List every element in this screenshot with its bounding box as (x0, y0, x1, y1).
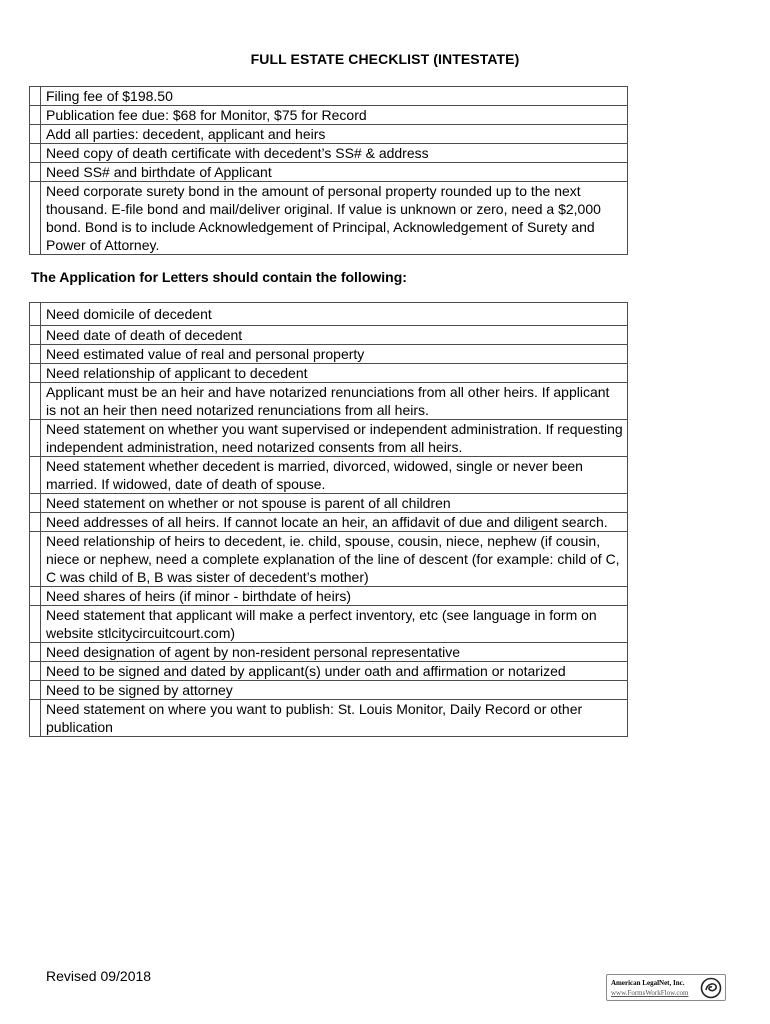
checklist-item: Need shares of heirs (if minor - birthdate of heirs) (41, 587, 628, 606)
logo-name: American LegalNet, Inc. (611, 979, 685, 987)
table-row (30, 532, 628, 587)
checklist-item: Add all parties: decedent, applicant and heirs (41, 125, 628, 144)
page-title: FULL ESTATE CHECKLIST (INTESTATE) (250, 51, 520, 67)
table-row (30, 364, 628, 383)
table-row (30, 457, 628, 494)
checklist-item: Filing fee of $198.50 (41, 87, 628, 106)
checkbox-cell[interactable] (30, 182, 41, 255)
checkbox-cell[interactable] (30, 303, 41, 326)
checkbox-cell[interactable] (30, 364, 41, 383)
checkbox-cell[interactable] (30, 420, 41, 457)
checkbox-cell[interactable] (30, 662, 41, 681)
checklist-item: Need designation of agent by non-resident personal representative (41, 643, 628, 662)
checkbox-cell[interactable] (30, 681, 41, 700)
logo-url[interactable]: www.FormsWorkFlow.com (611, 989, 689, 997)
table-row (30, 87, 628, 106)
checkbox-cell[interactable] (30, 125, 41, 144)
checklist-item: Need relationship of applicant to decedent (41, 364, 628, 383)
table-row (30, 643, 628, 662)
table-row (30, 163, 628, 182)
checklist-item: Need domicile of decedent (41, 303, 628, 326)
table-row (30, 182, 628, 255)
checkbox-cell[interactable] (30, 513, 41, 532)
checkbox-cell[interactable] (30, 643, 41, 662)
table-row (30, 326, 628, 345)
table-row (30, 606, 628, 643)
checkbox-cell[interactable] (30, 494, 41, 513)
checklist-item: Need statement on where you want to publish: St. Louis Monitor, Daily Record or other publication (41, 700, 628, 737)
table-row (30, 125, 628, 144)
table-row (30, 420, 628, 457)
table-row (30, 513, 628, 532)
checklist-item: Need date of death of decedent (41, 326, 628, 345)
checklist-item: Need statement on whether you want supervised or independent administration. If requesting independent administration, need notarized consents from all heirs. (41, 420, 628, 457)
checklist-item: Need copy of death certificate with decedent’s SS# & address (41, 144, 628, 163)
publisher-logo[interactable] (606, 974, 726, 1001)
table-row (30, 144, 628, 163)
checklist-item: Need to be signed and dated by applicant(s) under oath and affirmation or notarized (41, 662, 628, 681)
table-row (30, 494, 628, 513)
table-row (30, 303, 628, 326)
checklist-item: Publication fee due: $68 for Monitor, $75 for Record (41, 106, 628, 125)
checkbox-cell[interactable] (30, 532, 41, 587)
checklist-table-2 (29, 302, 628, 737)
checkbox-cell[interactable] (30, 326, 41, 345)
checklist-item: Need statement whether decedent is married, divorced, widowed, single or never been married. If widowed, date of death of spouse. (41, 457, 628, 494)
checkbox-cell[interactable] (30, 87, 41, 106)
legalnet-logo-icon (700, 977, 722, 999)
table-row (30, 587, 628, 606)
checklist-item: Applicant must be an heir and have notarized renunciations from all other heirs. If applicant is not an heir then need notarized renunciations from all heirs. (41, 383, 628, 420)
checkbox-cell[interactable] (30, 106, 41, 125)
checkbox-cell[interactable] (30, 457, 41, 494)
checklist-item: Need addresses of all heirs. If cannot locate an heir, an affidavit of due and diligent search. (41, 513, 628, 532)
checklist-item: Need statement on whether or not spouse is parent of all children (41, 494, 628, 513)
checkbox-cell[interactable] (30, 383, 41, 420)
revision-date: Revised 09/2018 (46, 968, 152, 984)
table-row (30, 345, 628, 364)
table-row (30, 106, 628, 125)
checklist-item: Need statement that applicant will make a perfect inventory, etc (see language in form on website stlcitycircuitcourt.com) (41, 606, 628, 643)
checkbox-cell[interactable] (30, 144, 41, 163)
checklist-item: Need estimated value of real and personal property (41, 345, 628, 364)
checklist-item: Need to be signed by attorney (41, 681, 628, 700)
table-row (30, 681, 628, 700)
checklist-item: Need relationship of heirs to decedent, ie. child, spouse, cousin, niece, nephew (if cousin, niece or nephew, need a complete explanation of the line of descent (for example: child of C, C was child of B, B was sister of decedent’s mother) (41, 532, 628, 587)
checkbox-cell[interactable] (30, 163, 41, 182)
table-row (30, 700, 628, 737)
checkbox-cell[interactable] (30, 345, 41, 364)
checklist-item: Need SS# and birthdate of Applicant (41, 163, 628, 182)
checkbox-cell[interactable] (30, 587, 41, 606)
checkbox-cell[interactable] (30, 606, 41, 643)
checklist-table-1 (29, 86, 628, 255)
section-heading: The Application for Letters should contain the following: (31, 269, 407, 285)
table-row (30, 383, 628, 420)
checkbox-cell[interactable] (30, 700, 41, 737)
table-row (30, 662, 628, 681)
checklist-item: Need corporate surety bond in the amount of personal property rounded up to the next thousand. E-file bond and mail/deliver original. If value is unknown or zero, need a $2,000 bond. Bond is to include Acknowledgement of Principal, Acknowledgement of Surety and Power of Attorney. (41, 182, 628, 255)
